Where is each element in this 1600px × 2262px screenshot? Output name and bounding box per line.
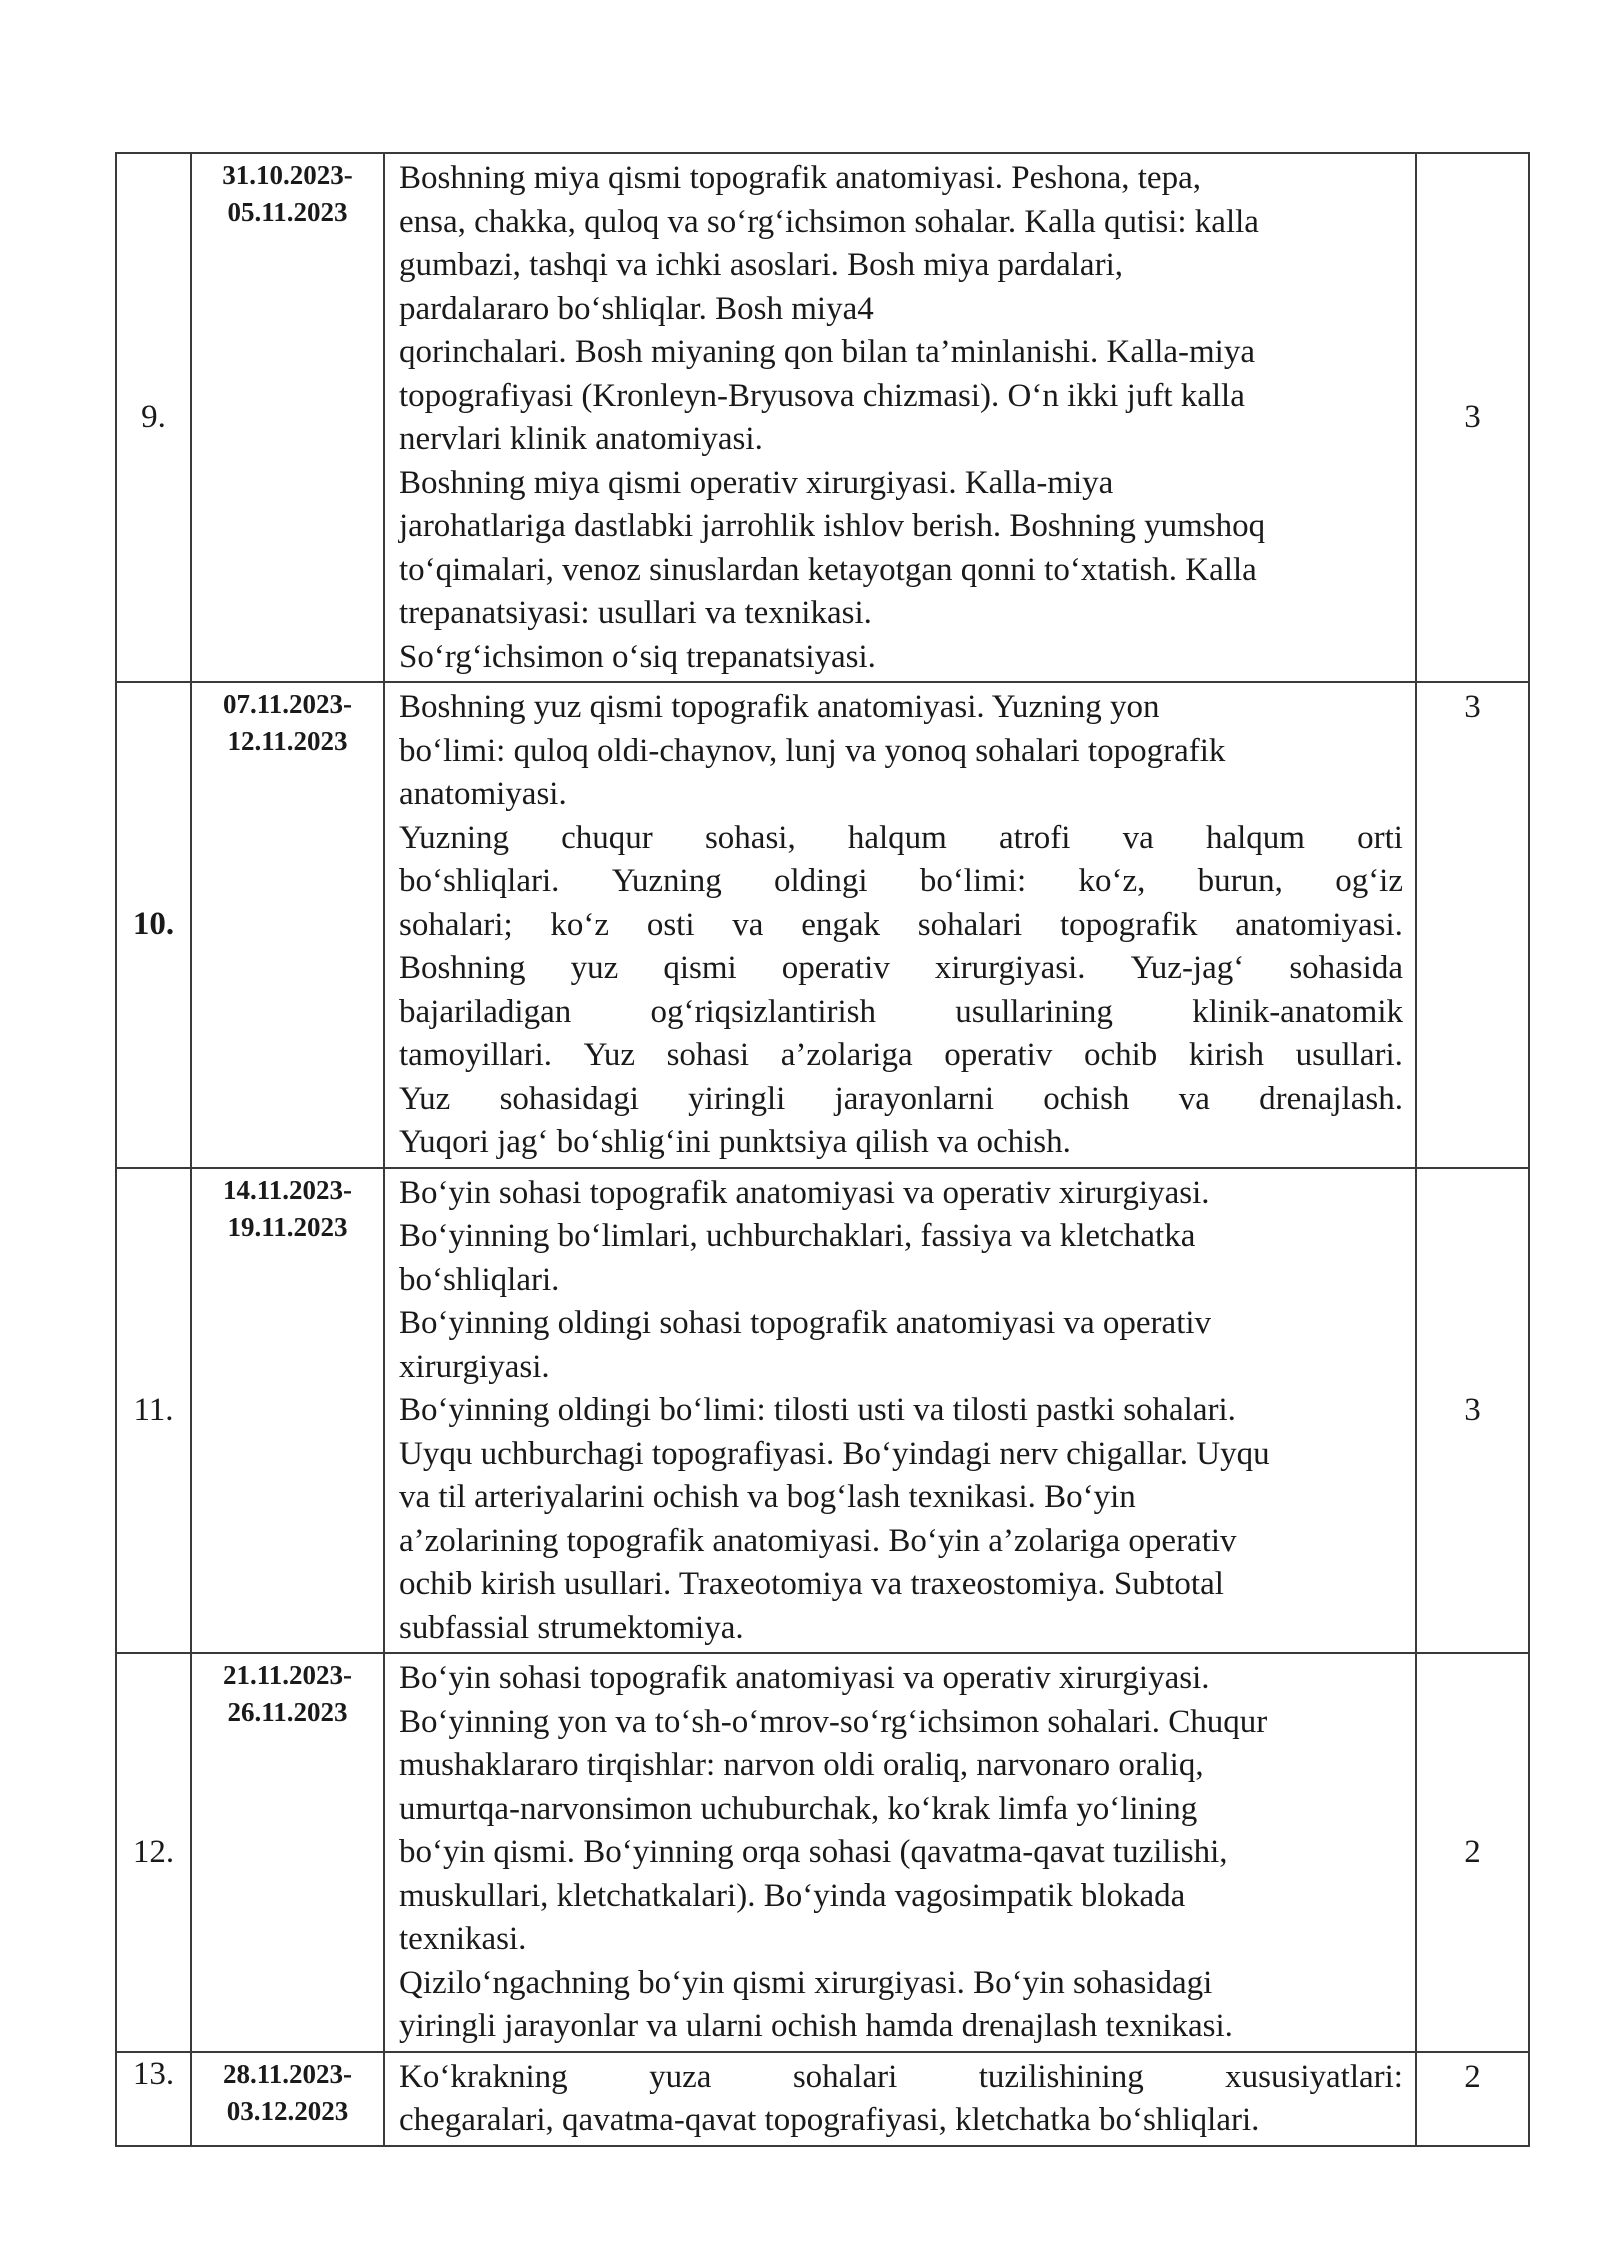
topic-line: Bo‘yin sohasi topografik anatomiyasi va operativ xirurgiyasi. (399, 1660, 1210, 1696)
topic-line: pardalararo bo‘shliqlar. Bosh miya4 (399, 290, 874, 327)
topic-line: trepanatsiyasi: usullari va texnikasi. (399, 595, 872, 631)
topic-word: jarayonlarni (834, 1080, 995, 1117)
topic-line: bo‘shliqlari. (399, 1261, 560, 1298)
topic-word: Yuzning (611, 863, 722, 899)
topic-word: halqum (847, 819, 947, 856)
topic-word: operativ (944, 1037, 1053, 1073)
topic-line: yiringli jarayonlar va ularni ochish hamda drenajlash texnikasi. (399, 2008, 1233, 2044)
lesson-dates (191, 2052, 384, 2146)
topic-line: muskullari, kletchatkalari). Bo‘yinda vagosimpatik blokada (399, 1877, 1186, 1914)
topic-word: usullari. (1295, 1037, 1403, 1073)
topic-word: ochib (1083, 1037, 1158, 1073)
topic-line: Bo‘yinning oldingi sohasi topografik anatomiyasi va operativ (399, 1305, 1212, 1341)
lesson-hours: 3 (1416, 682, 1529, 1168)
topic-line: Uyqu uchburchagi topografiyasi. Bo‘yindagi nerv chigallar. Uyqu (399, 1435, 1270, 1472)
topic-word: tamoyillari. (399, 1037, 553, 1073)
topic-word: Ko‘krakning (399, 2058, 568, 2095)
lesson-topic (384, 1653, 1416, 2052)
topic-word: operativ (781, 950, 890, 986)
topic-word: sohasi, (704, 819, 796, 856)
table-row-12 (116, 1653, 1529, 2052)
topic-line: Qizilo‘ngachning bo‘yin qismi xirurgiyasi. Bo‘yin sohasidagi (399, 1964, 1213, 2001)
topic-word: sohalari (917, 906, 1023, 943)
topic-line (399, 904, 1403, 948)
lesson-dates (191, 682, 384, 1168)
table-row-13 (116, 2052, 1529, 2146)
topic-word: bajariladigan (399, 993, 572, 1030)
date-end: 26.11.2023 (227, 1697, 348, 1727)
topic-line: texnikasi. (399, 1921, 527, 1957)
topic-word: sohasidagi (499, 1080, 639, 1117)
topic-word: sohasi (666, 1037, 750, 1073)
topic-word: va (1122, 819, 1154, 856)
topic-line: Bo‘yinning oldingi bo‘limi: tilosti usti va tilosti pastki sohalari. (399, 1392, 1236, 1428)
topic-line: Bo‘yin sohasi topografik anatomiyasi va operativ xirurgiyasi. (399, 1174, 1210, 1211)
topic-word: tuzilishining (978, 2058, 1144, 2095)
topic-word: engak (801, 906, 880, 943)
topic-word: topografik (1059, 906, 1198, 943)
topic-line: qorinchalari. Bosh miyaning qon bilan ta’minlanishi. Kalla-miya (399, 334, 1255, 370)
topic-word: atrofi (999, 819, 1071, 856)
topic-word: yuz (570, 950, 619, 986)
topic-line: umurtqa-narvonsimon uchuburchak, ko‘krak limfa yo‘lining (399, 1790, 1198, 1827)
topic-line: Yuqori jag‘ bo‘shlig‘ini punktsiya qilish va ochish. (399, 1124, 1071, 1160)
topic-line (399, 817, 1403, 861)
lesson-number: 12. (116, 1653, 191, 2052)
topic-line (399, 1078, 1403, 1122)
lesson-hours: 3 (1416, 1168, 1529, 1654)
topic-word: sohalari (792, 2058, 898, 2095)
lesson-topic (384, 682, 1416, 1168)
lesson-number: 11. (116, 1168, 191, 1654)
topic-line: topografiyasi (Kronleyn-Bryusova chizmasi). O‘n ikki juft kalla (399, 377, 1245, 414)
topic-word: klinik-anatomik (1192, 993, 1403, 1030)
topic-line: mushaklararo tirqishlar: narvon oldi oraliq, narvonaro oraliq, (399, 1747, 1204, 1783)
lesson-hours: 3 (1416, 153, 1529, 682)
date-start: 28.11.2023- (222, 2058, 352, 2089)
table-row-11 (116, 1168, 1529, 1654)
topic-line: gumbazi, tashqi va ichki asoslari. Bosh miya pardalari, (399, 247, 1123, 283)
topic-line (399, 1034, 1403, 1078)
lesson-topic (384, 153, 1416, 682)
topic-word: xususiyatlari: (1225, 2058, 1403, 2095)
topic-word: og‘iz (1335, 863, 1403, 899)
topic-line: anatomiyasi. (399, 776, 567, 812)
schedule-table (115, 152, 1530, 2147)
topic-word: bo‘limi: (919, 863, 1027, 899)
topic-word: oldingi (774, 863, 868, 899)
topic-word: halqum (1205, 819, 1305, 856)
lesson-number: 9. (116, 153, 191, 682)
date-end: 12.11.2023 (227, 726, 348, 756)
lesson-dates (191, 1168, 384, 1654)
topic-word: og‘riqsizlantirish (650, 993, 876, 1030)
topic-line: va til arteriyalarini ochish va bog‘lash texnikasi. Bo‘yin (399, 1479, 1136, 1515)
lesson-dates (191, 1653, 384, 2052)
topic-word: va (1178, 1080, 1210, 1117)
topic-word: a’zolariga (780, 1037, 913, 1073)
topic-word: anatomiyasi. (1235, 906, 1403, 943)
topic-line: Boshning yuz qismi topografik anatomiyasi. Yuzning yon (399, 689, 1160, 725)
lesson-hours: 2 (1416, 1653, 1529, 2052)
topic-word: xirurgiyasi. (934, 950, 1086, 986)
date-start: 14.11.2023- (222, 1174, 352, 1205)
table-row-10 (116, 682, 1529, 1168)
topic-word: Yuz (399, 1080, 451, 1117)
topic-line: nervlari klinik anatomiyasi. (399, 421, 763, 457)
topic-word: sohalari; (399, 906, 513, 943)
topic-word: Yuzning (399, 819, 509, 856)
topic-line: jarohatlariga dastlabki jarrohlik ishlov berish. Boshning yumshoq (399, 508, 1266, 544)
topic-line: bo‘limi: quloq oldi-chaynov, lunj va yonoq sohalari topografik (399, 732, 1226, 769)
lesson-number: 13. (116, 2052, 191, 2146)
topic-word: bo‘shliqlari. (399, 863, 560, 899)
topic-line: ochib kirish usullari. Traxeotomiya va traxeostomiya. Subtotal (399, 1566, 1224, 1602)
topic-line: ensa, chakka, quloq va so‘rg‘ichsimon sohalar. Kalla qutisi: kalla (399, 203, 1259, 240)
table-row-9 (116, 153, 1529, 682)
topic-word: Yuz (583, 1037, 635, 1073)
lesson-dates (191, 153, 384, 682)
topic-line: So‘rg‘ichsimon o‘siq trepanatsiyasi. (399, 638, 876, 675)
topic-line (399, 860, 1403, 904)
topic-word: drenajlash. (1259, 1080, 1403, 1117)
topic-line: chegaralari, qavatma-qavat topografiyasi, kletchatka bo‘shliqlari. (399, 2102, 1260, 2138)
topic-word: kirish (1188, 1037, 1265, 1073)
date-start: 21.11.2023- (222, 1660, 352, 1690)
topic-line: Boshning miya qismi operativ xirurgiyasi. Kalla-miya (399, 464, 1114, 501)
date-start: 31.10.2023- (222, 160, 353, 190)
date-end: 05.11.2023 (227, 197, 348, 227)
lesson-topic (384, 1168, 1416, 1654)
topic-word: osti (646, 906, 695, 943)
topic-word: burun, (1197, 863, 1283, 899)
topic-word: orti (1357, 819, 1403, 856)
topic-line: xirurgiyasi. (399, 1348, 550, 1385)
date-end: 19.11.2023 (227, 1211, 348, 1242)
lesson-number: 10. (116, 682, 191, 1168)
topic-line: Bo‘yinning bo‘limlari, uchburchaklari, fassiya va kletchatka (399, 1218, 1196, 1254)
topic-word: yuza (649, 2058, 712, 2095)
topic-word: ko‘z (550, 906, 610, 943)
date-end: 03.12.2023 (226, 2095, 349, 2126)
lesson-hours: 2 (1416, 2052, 1529, 2146)
topic-word: Boshning (399, 950, 526, 986)
topic-word: yiringli (688, 1080, 786, 1117)
topic-word: qismi (663, 950, 737, 986)
topic-line (399, 2056, 1403, 2100)
topic-word: ko‘z, (1078, 863, 1146, 899)
topic-line: a’zolarining topografik anatomiyasi. Bo‘yin a’zolariga operativ (399, 1522, 1237, 1559)
topic-line: to‘qimalari, venoz sinuslardan ketayotgan qonni to‘xtatish. Kalla (399, 551, 1257, 588)
date-start: 07.11.2023- (222, 689, 352, 719)
topic-word: ochish (1043, 1080, 1130, 1117)
topic-line: bo‘yin qismi. Bo‘yinning orqa sohasi (qavatma-qavat tuzilishi, (399, 1834, 1228, 1870)
topic-line (399, 991, 1403, 1035)
topic-word: chuqur (561, 819, 653, 856)
topic-line: Bo‘yinning yon va to‘sh-o‘mrov-so‘rg‘ichsimon sohalari. Chuqur (399, 1703, 1268, 1740)
topic-line: subfassial strumektomiya. (399, 1609, 744, 1646)
lesson-topic (384, 2052, 1416, 2146)
topic-word: Yuz-jag‘ (1130, 950, 1245, 986)
topic-line: Boshning miya qismi topografik anatomiyasi. Peshona, tepa, (399, 160, 1201, 196)
topic-word: va (732, 906, 764, 943)
topic-word: usullarining (955, 993, 1113, 1030)
topic-word: sohasida (1289, 950, 1403, 986)
topic-line (399, 947, 1403, 991)
